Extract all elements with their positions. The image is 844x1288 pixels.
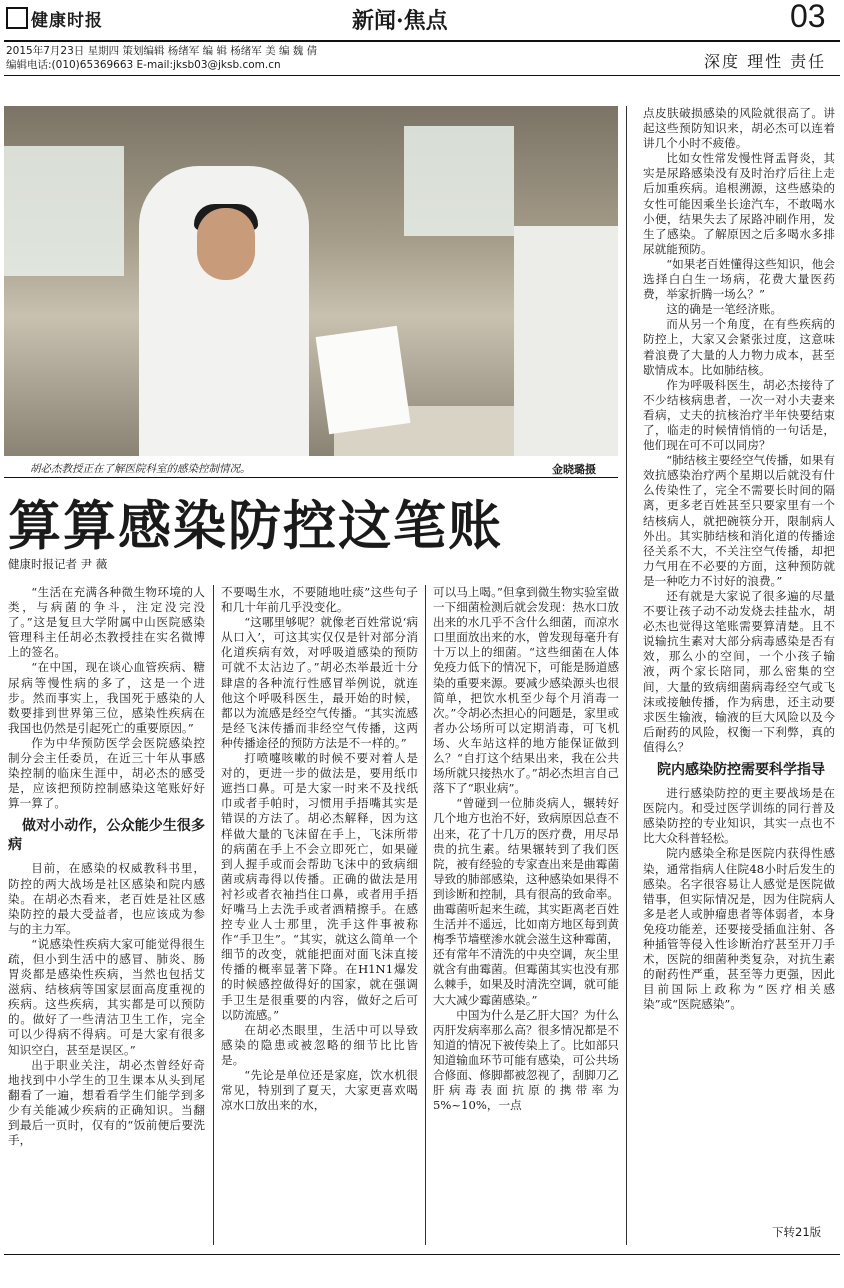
- paragraph: 进行感染防控的更主要战场是在医院内。和受过医学训练的同行普及感染防控的专业知识，其实一点也不比大众科普轻松。: [643, 786, 835, 846]
- paragraph: 出于职业关注，胡必杰曾经好奇地找到中小学生的卫生课本从头到尾翻看了一遍，想看看学生们能学到多少有关能减少疾病的正确知识。当翻到最后一页时，仅有的“饭前便后要洗手，: [8, 1057, 205, 1148]
- photo-window: [404, 126, 514, 236]
- paragraph: 目前，在感染的权威教科书里，防控的两大战场是社区感染和院内感染。在胡必杰看来，老百姓是社区感染防控的最大受益者，也应该成为参与的主力军。: [8, 861, 205, 936]
- paragraph: 比如女性常发慢性肾盂肾炎，其实是尿路感染没有及时治疗后往上走后加重疾病。追根溯源，这些感染的女性可能因乘坐长途汽车，不敢喝水小便，结果失去了尿路冲刷作用，发生了感染。了解原因之后多喝水多排尿就能预防。: [643, 151, 835, 256]
- column-divider: [213, 585, 214, 1245]
- paragraph: 可以马上喝。”但拿到微生物实验室做一下细菌检测后就会发现：热水口放出来的水几乎不含什么细菌，而凉水口里面放出来的水，曾发现每毫升有十万以上的细菌。“这些细菌在人体免疫力低下的情况下，可能是肠道感染的重要来源。要减少感染源头也很简单，把饮水机至少每个月消毒一次。”令胡必杰担心的问题是，家里或者办公场所可以定期消毒，可飞机场、火车站这样的地方能保证做到么？“自打这个结果出来，我在公共场所就只接热水了。”胡必杰坦言自己落下了“职业病”。: [433, 585, 619, 796]
- photo-caption: 胡必杰教授正在了解医院科室的感染控制情况。: [30, 463, 251, 475]
- article-column-1: [8, 585, 205, 1245]
- photo-credit: 金晓璐摄: [552, 463, 596, 476]
- newspaper-logo: [6, 6, 103, 31]
- continued-on-page[interactable]: 下转21版: [772, 1225, 822, 1239]
- paragraph: 在胡必杰眼里，生活中可以导致感染的隐患或被忽略的细节比比皆是。: [221, 1022, 418, 1067]
- paragraph: 作为呼吸科医生，胡必杰接待了不少结核病患者，一次一对小夫妻来看病，丈夫的抗核治疗半年快要结束了，临走的时候情悄悄的一句话是，他们现在可不可以同房？: [643, 377, 835, 453]
- article-headline: 算算感染防控这笔账: [8, 495, 503, 557]
- article-byline: 健康时报记者 尹 薇: [8, 557, 108, 571]
- paragraph: “在中国，现在谈心血管疾病、糖尿病等慢性病的多了，这是一个进步。然而事实上，我国死于感染的人数要排到世界第三位，感染性疾病在我国也仍然是引起死亡的重要原因。”: [8, 660, 205, 735]
- paragraph: 还有就是大家说了很多遍的尽量不要让孩子动不动发烧去挂盐水，胡必杰也觉得这笔账需要算清楚。且不说输抗生素对大部分病毒感染是否有效，那么小的空间，一个小孩子输液，两个家长陪同，那么密集的空间，大量的致病细菌病毒经空气或飞沫或接触传播，作为病患，还主动要求医生输液，输液的巨大风险以及今后耐药的风险，权衡一下利弊，真的值得么？: [643, 589, 835, 754]
- article-column-4: [643, 106, 835, 1222]
- top-rule: [4, 40, 840, 42]
- article-column-2: [221, 585, 418, 1245]
- section-motto: 深度 理性 责任: [704, 52, 827, 71]
- paragraph: “这哪里够呢？就像老百姓常说‘病从口入’，可这其实仅仅是针对部分消化道疾病有效，对呼吸道感染的预防可就不太沾边了。”胡必杰举最近十分肆虐的各种流行性感冒举例说，就连他这个呼吸科医生，最开始的时候，都以为流感是经空气传播。“其实流感是经飞沫传播而非经空气传播，这两种传播途径的预防方法是不一样的。”: [221, 615, 418, 750]
- photo-doctor-head: [197, 208, 255, 280]
- paragraph: “生活在充满各种微生物环境的人类，与病菌的争斗，注定没完没了。”这是复旦大学附属中山医院感染管理科主任胡必杰教授挂在实名微博上的签名。: [8, 585, 205, 660]
- edition-meta: [6, 44, 317, 72]
- edition-contact: 编辑电话:(010)65369663 E-mail:jksb03@jksb.com.cn: [6, 59, 281, 71]
- caption-rule: [4, 477, 618, 478]
- paragraph: “曾碰到一位肺炎病人，辗转好几个地方也治不好，致病原因总查不出来，花了十几万的医疗费，用尽昂贵的抗生素。结果辗转到了我们医院，被有经验的专家查出来是曲霉菌导致的肺部感染，这种感染如果得不到诊断和控制，具有很高的致命率。曲霉菌听起来生疏，其实距离老百姓生活并不遥远，比如南方地区每到黄梅季节墙壁渗水就会滋生这种霉菌，还有常年不清洗的中央空调，灰尘里就含有曲霉菌。但霉菌其实也没有那么棘手，如果及时清洗空调，就可能大大减少霉菌感染。”: [433, 796, 619, 1007]
- paragraph: “肺结核主要经空气传播，如果有效抗感染治疗两个星期以后就没有什么传染性了，完全不需要长时间的隔离，更多老百姓甚至只要家里有一个结核病人，就把碗筷分开，限制病人外出。其实肺结核和消化道的传播途径关系不大，不关注空气传播，却把力气用在不必要的方面，这种预防就是一种吃力不讨好的浪费。”: [643, 453, 835, 588]
- news-photo: [4, 106, 618, 456]
- paragraph: 而从另一个角度，在有些疾病的防控上，大家又会紧张过度，这意味着浪费了大量的人力物力成本，甚至歇情成本。比如肺结核。: [643, 317, 835, 377]
- logo-mark-icon: [6, 7, 28, 29]
- paragraph: “说感染性疾病大家可能觉得很生疏，但小到生活中的感冒、肺炎、肠胃炎都是感染性疾病，当然也包括艾滋病、结核病等国家层面高度重视的疾病。这些疾病，其实都是可以预防的。做好了一些清洁卫生工作，完全可以少得病不得病。可是大家有很多知识空白，甚至是误区。”: [8, 936, 205, 1057]
- paragraph: 这的确是一笔经济账。: [666, 302, 783, 317]
- photo-window: [4, 146, 124, 276]
- header-rule: [4, 75, 840, 76]
- masthead: [0, 0, 844, 42]
- photo-document: [316, 326, 411, 434]
- paragraph: 点皮肤破损感染的风险就很高了。讲起这些预防知识来，胡必杰可以连着讲几个小时不疲倦。: [643, 106, 835, 151]
- column-divider: [626, 106, 627, 1245]
- paragraph: “先论是单位还是家庭，饮水机很常见，特别到了夏天，大家更喜欢喝凉水口放出来的水，: [221, 1068, 418, 1113]
- photo-monitor-machine: [514, 226, 618, 456]
- page-number: 03: [790, 0, 826, 34]
- article-column-3: [433, 585, 619, 1245]
- paragraph: 作为中华预防医学会医院感染控制分会主任委员，在近三十年从事感染控制的临床生涯中，胡必杰的感受是，应该把预防控制感染这笔账好好算一算了。: [8, 735, 205, 811]
- paragraph: 中国为什么是乙肝大国？为什么丙肝发病率那么高？很多情况都是不知道的情况下被传染上了。比如部只知道输血环节可能有感染，可公共场合修面、修脚都被忽视了，刮脚刀乙肝病毒表面抗原的携带率为5%~10%，一点: [433, 1007, 619, 1113]
- subheading: 做对小动作，公众能少生很多病: [8, 818, 205, 854]
- column-divider: [425, 585, 426, 1245]
- section-title: 新闻·焦点: [352, 8, 448, 34]
- paragraph: 不要喝生水，不要随地吐痰”这些句子和几十年前几乎没变化。: [221, 585, 418, 615]
- footer-rule: [4, 1254, 840, 1255]
- paragraph: 打喷嚏咳嗽的时候不要对着人是对的，更进一步的做法是，要用纸巾遮挡口鼻。可是大家一时来不及找纸巾或者手帕时，习惯用手捂嘴其实是错误的方法了。胡必杰解释，因为这样做大量的飞沫留在手上，飞沫所带的病菌在手上不会立即死亡，如果碰到人握手或而会帮助飞沫中的致病细菌或病毒得以传播。正确的做法是用衬衫或者衣袖挡住口鼻，或者用手捂好嘴马上去洗手或者酒精擦手。在感控专业人士那里，洗手这件事被称作“手卫生”。“其实，就这么简单一个细节的改变，就能把面对面飞沫直接传播的概率显著下降。在H1N1爆发的时候感控做得好的国家，就在强调手卫生是很重要的内容，做好之后可以防流感。”: [221, 751, 418, 1022]
- edition-date-editors: 2015年7月23日 星期四 策划编辑 杨绪军 编 辑 杨绪军 美 编 魏 倩: [6, 45, 318, 57]
- subheading: 院内感染防控需要科学指导: [657, 762, 825, 779]
- logo-text: 健康时报: [31, 11, 103, 31]
- paragraph: 院内感染全称是医院内获得性感染，通常指病人住院48小时后发生的感染。名字很容易让人感觉是医院做错事，但实际情况是，因为住院病人多是老人或肿瘤患者等体弱者，本身免疫功能差，还要接受插血注射、各种插管等侵入性诊断治疗甚至开刀手术，医院的细菌种类复杂，对抗生素的耐药性严重，甚至等力更强，因此目前国际上政称为“医疗相关感染”或“医院感染”。: [643, 846, 835, 1012]
- paragraph: “如果老百姓懂得这些知识，他会选择白白生一场病，花费大量医药费，举家折腾一场么？”: [643, 256, 835, 302]
